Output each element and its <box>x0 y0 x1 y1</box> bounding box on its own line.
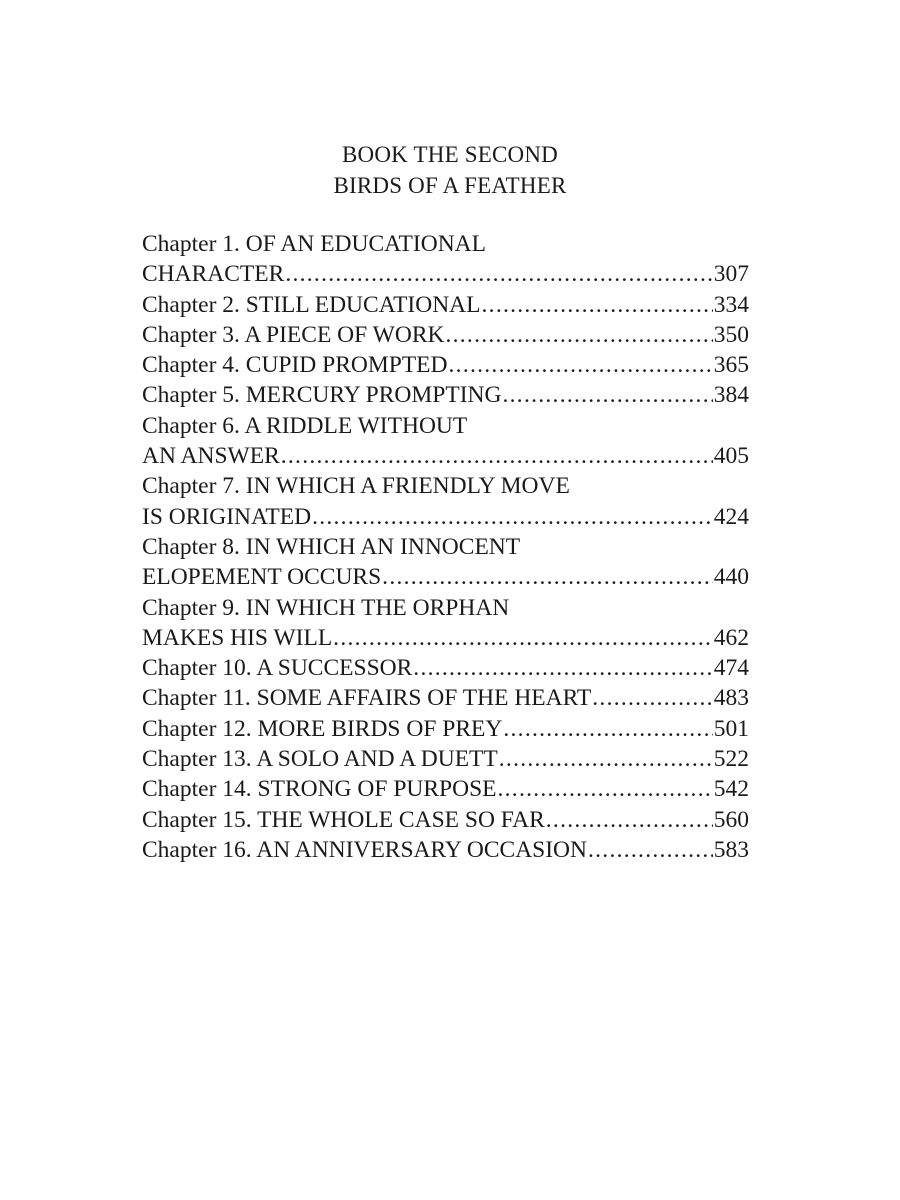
toc-entry <box>142 835 749 865</box>
toc-page-number: 583 <box>713 836 749 863</box>
toc-entry <box>142 744 749 774</box>
toc-page-number: 350 <box>713 321 749 348</box>
toc-entry <box>142 532 749 593</box>
toc-entry-title-line <box>142 471 749 501</box>
toc-entry-line <box>142 744 749 774</box>
toc-entry-line <box>142 653 749 683</box>
toc-entry-line <box>142 502 749 532</box>
toc-entry-line <box>142 350 749 380</box>
toc-entry-line <box>142 683 749 713</box>
toc-entry-title: Chapter 11. SOME AFFAIRS OF THE HEART <box>142 685 592 712</box>
toc-entry <box>142 290 749 320</box>
toc-entry <box>142 653 749 683</box>
dot-leader <box>449 350 713 380</box>
toc-entry-line <box>142 562 749 592</box>
dot-leader <box>592 683 712 713</box>
toc-entry <box>142 683 749 713</box>
toc-entry-title: Chapter 9. IN WHICH THE ORPHAN <box>142 594 510 621</box>
dot-leader <box>445 320 712 350</box>
toc-page-number: 501 <box>713 715 749 742</box>
table-of-contents <box>142 229 749 865</box>
toc-entry-title: IS ORIGINATED <box>142 503 312 530</box>
dot-leader <box>588 835 713 865</box>
toc-entry-line <box>142 441 749 471</box>
toc-entry-title: Chapter 10. A SUCCESSOR <box>142 655 413 682</box>
toc-entry-title-line <box>142 411 749 441</box>
toc-entry <box>142 380 749 410</box>
book-title: BOOK THE SECOND <box>342 142 558 167</box>
toc-entry-title: Chapter 4. CUPID PROMPTED <box>142 352 448 379</box>
toc-entry-line <box>142 835 749 865</box>
toc-page-number: 334 <box>713 291 749 318</box>
toc-entry-title: Chapter 1. OF AN EDUCATIONAL <box>142 231 486 257</box>
dot-leader <box>312 502 713 532</box>
dot-leader <box>285 259 712 289</box>
toc-page-number: 462 <box>713 624 749 651</box>
toc-entry-title: ELOPEMENT OCCURS <box>142 564 382 591</box>
dot-leader <box>546 805 713 835</box>
toc-entry-title: Chapter 5. MERCURY PROMPTING <box>142 382 502 409</box>
toc-entry <box>142 350 749 380</box>
toc-entry-title: Chapter 12. MORE BIRDS OF PREY <box>142 715 503 742</box>
toc-entry-title: Chapter 14. STRONG OF PURPOSE <box>142 776 497 803</box>
toc-page-number: 560 <box>713 806 749 833</box>
toc-entry-line <box>142 259 749 289</box>
toc-page-number: 522 <box>713 746 749 773</box>
book-heading <box>0 139 900 201</box>
book-subtitle: BIRDS OF A FEATHER <box>333 173 567 198</box>
toc-entry-title-line <box>142 532 749 562</box>
dot-leader <box>499 744 713 774</box>
dot-leader <box>503 380 713 410</box>
toc-entry <box>142 471 749 532</box>
toc-page-number: 440 <box>713 564 749 591</box>
toc-entry-title: Chapter 15. THE WHOLE CASE SO FAR <box>142 806 545 833</box>
dot-leader <box>498 774 713 804</box>
toc-page-number: 424 <box>713 503 749 530</box>
toc-entry-title: Chapter 7. IN WHICH A FRIENDLY MOVE <box>142 473 570 500</box>
toc-entry <box>142 714 749 744</box>
toc-page-number: 483 <box>713 685 749 712</box>
toc-entry-title: CHARACTER <box>142 261 285 288</box>
dot-leader <box>333 623 713 653</box>
toc-entry-title-line <box>142 229 749 259</box>
toc-page-number: 307 <box>713 261 749 288</box>
toc-entry-line <box>142 805 749 835</box>
dot-leader <box>413 653 712 683</box>
toc-entry-line <box>142 623 749 653</box>
dot-leader <box>382 562 713 592</box>
toc-entry-title: AN ANSWER <box>142 443 280 470</box>
toc-entry <box>142 805 749 835</box>
toc-entry-title: Chapter 13. A SOLO AND A DUETT <box>142 746 498 773</box>
toc-entry-title: Chapter 16. AN ANNIVERSARY OCCASION <box>142 836 587 863</box>
toc-page-number: 405 <box>713 443 749 470</box>
toc-entry-line <box>142 774 749 804</box>
toc-page-number: 384 <box>713 382 749 409</box>
toc-entry-title: MAKES HIS WILL <box>142 624 333 651</box>
toc-page-number: 365 <box>713 352 749 379</box>
toc-entry-line <box>142 290 749 320</box>
toc-entry <box>142 593 749 654</box>
toc-page-number: 542 <box>713 776 749 803</box>
toc-entry <box>142 411 749 472</box>
toc-entry <box>142 229 749 290</box>
toc-entry-line <box>142 320 749 350</box>
toc-entry <box>142 320 749 350</box>
toc-page-number: 474 <box>713 655 749 682</box>
toc-entry-title: Chapter 3. A PIECE OF WORK <box>142 321 445 348</box>
toc-entry-title-line <box>142 593 749 623</box>
dot-leader <box>482 290 713 320</box>
toc-entry-title: Chapter 2. STILL EDUCATIONAL <box>142 291 481 318</box>
toc-entry-title: Chapter 8. IN WHICH AN INNOCENT <box>142 533 521 560</box>
toc-entry <box>142 774 749 804</box>
dot-leader <box>503 714 712 744</box>
toc-entry-line <box>142 380 749 410</box>
toc-entry-title: Chapter 6. A RIDDLE WITHOUT <box>142 412 468 439</box>
toc-entry-line <box>142 714 749 744</box>
dot-leader <box>281 441 713 471</box>
